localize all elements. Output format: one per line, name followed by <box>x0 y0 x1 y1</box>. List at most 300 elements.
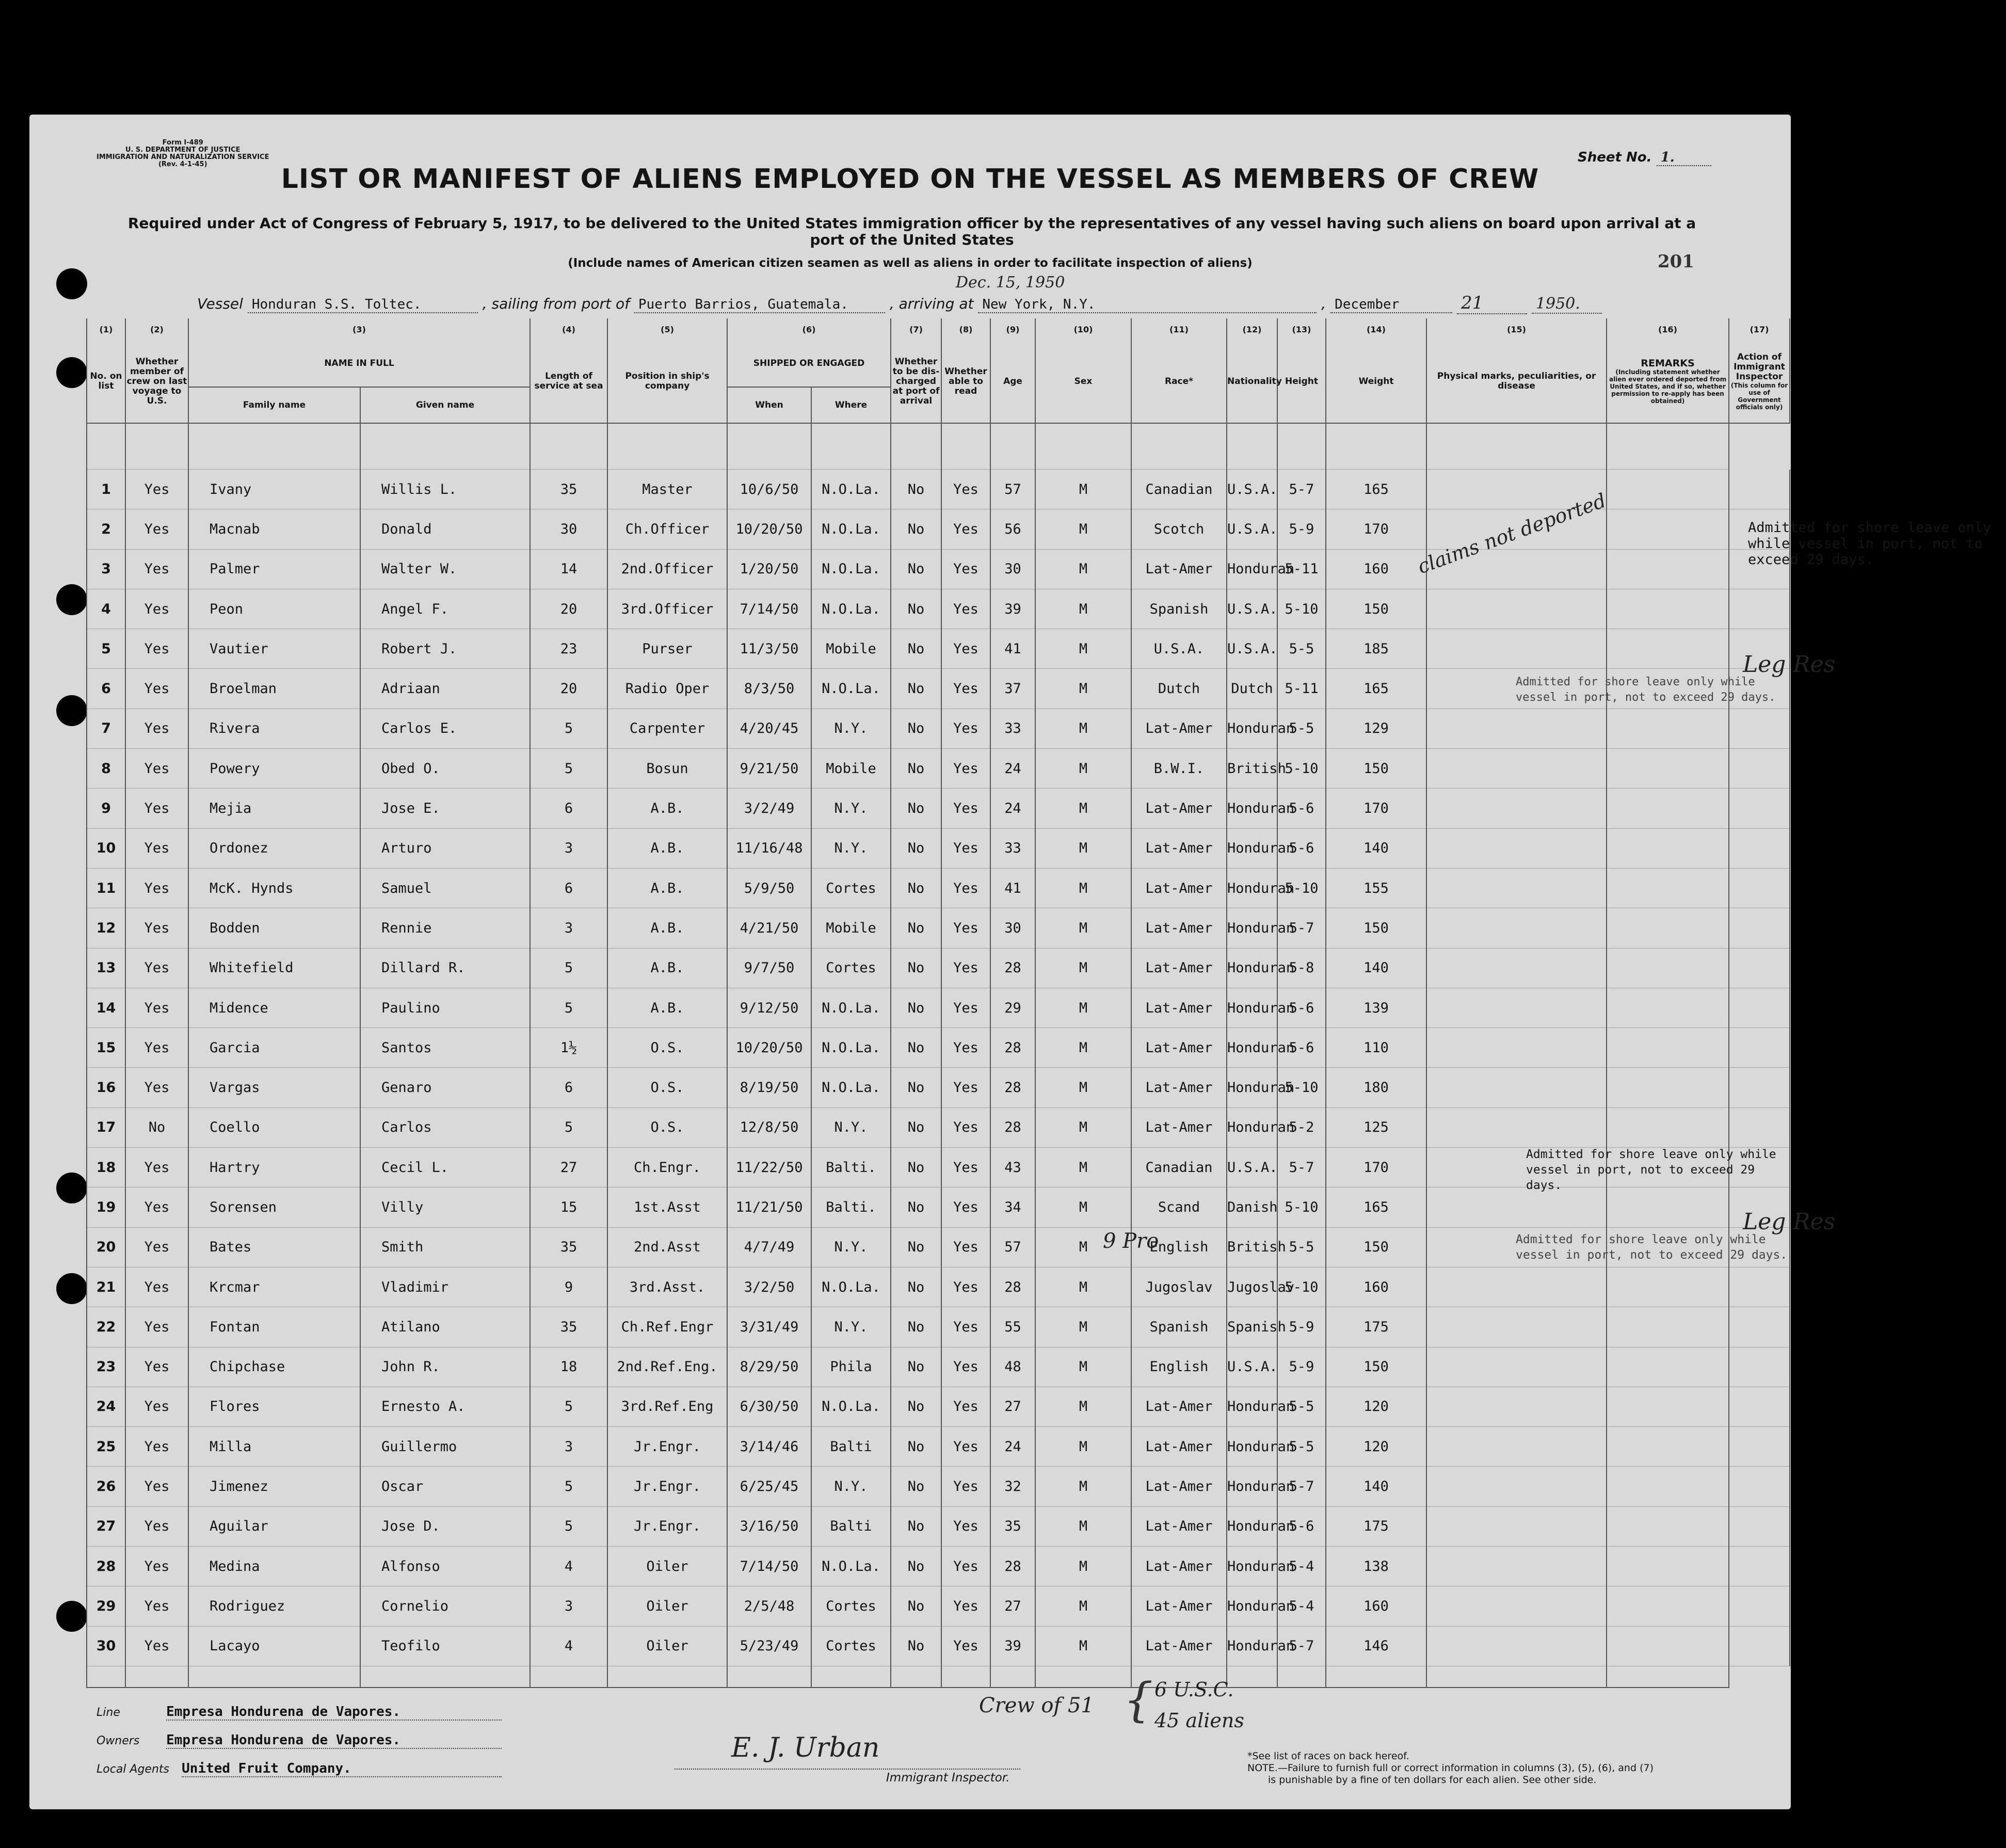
cell-race: English <box>1131 1227 1227 1267</box>
header-race: Race* <box>1131 340 1227 423</box>
cell-age: 28 <box>990 1107 1035 1147</box>
cell-remarks <box>1607 1467 1729 1506</box>
cell-physical-marks <box>1426 828 1607 868</box>
cell-position: O.S. <box>607 1068 727 1107</box>
header-shipped-engaged: SHIPPED OR ENGAGED <box>727 340 891 387</box>
cell-shipped-where: Mobile <box>811 908 891 948</box>
cell-able-to-read: Yes <box>941 908 990 948</box>
cell-family-name: Rodriguez <box>188 1586 360 1626</box>
cell-shipped-where: N.O.La. <box>811 1387 891 1426</box>
header-inspector-action: Action of Immigrant Inspector (This column for use of Government officials only) <box>1729 340 1790 423</box>
cell-height: 5-7 <box>1277 908 1326 948</box>
cell-given-name: Donald <box>360 509 530 549</box>
cell-remarks <box>1607 1068 1729 1107</box>
cell-height: 5-7 <box>1277 470 1326 509</box>
cell-able-to-read: Yes <box>941 749 990 789</box>
cell-physical-marks <box>1426 1307 1607 1347</box>
cell-length-of-service: 5 <box>530 988 607 1027</box>
table-row <box>87 988 1790 1027</box>
cell-height: 5-6 <box>1277 1506 1326 1546</box>
cell-sex: M <box>1035 1187 1131 1227</box>
cell-family-name: Ivany <box>188 470 360 509</box>
cell-shipped-where: N.Y. <box>811 789 891 828</box>
cell-last-voyage: Yes <box>125 1267 188 1307</box>
cell-remarks <box>1607 1547 1729 1586</box>
cell-nationality: Honduran <box>1227 549 1277 589</box>
cell-position: Bosun <box>607 749 727 789</box>
cell-race: Lat-Amer <box>1131 1107 1227 1147</box>
cell-able-to-read: Yes <box>941 789 990 828</box>
cell-inspector-action <box>1729 1626 1790 1666</box>
cell-shipped-when: 8/29/50 <box>727 1347 811 1387</box>
cell-sex: M <box>1035 1626 1131 1666</box>
cell-nationality: Honduran <box>1227 1506 1277 1546</box>
cell-race: Spanish <box>1131 589 1227 629</box>
cell-height: 5-9 <box>1277 1347 1326 1387</box>
cell-length-of-service: 4 <box>530 1547 607 1586</box>
cell-inspector-action <box>1729 1307 1790 1347</box>
cell-age: 37 <box>990 669 1035 709</box>
cell-physical-marks <box>1426 1427 1607 1467</box>
cell-sex: M <box>1035 1506 1131 1546</box>
cell-discharged: No <box>891 1187 941 1227</box>
cell-last-voyage: Yes <box>125 1586 188 1626</box>
cell-race: Canadian <box>1131 1148 1227 1187</box>
cell-family-name: Jimenez <box>188 1467 360 1506</box>
cell-given-name: Guillermo <box>360 1427 530 1467</box>
cell-weight: 160 <box>1326 1267 1426 1307</box>
cell-physical-marks <box>1426 589 1607 629</box>
cell-height: 5-10 <box>1277 589 1326 629</box>
cell-inspector-action <box>1729 988 1790 1027</box>
cell-sex: M <box>1035 749 1131 789</box>
cell-height: 5-5 <box>1277 1427 1326 1467</box>
cell-shipped-where: Phila <box>811 1347 891 1387</box>
cell-age: 24 <box>990 789 1035 828</box>
cell-length-of-service: 14 <box>530 549 607 589</box>
sheet-number: Sheet No. 1. <box>1578 150 1711 166</box>
cell-remarks <box>1607 988 1729 1027</box>
cell-nationality: Honduran <box>1227 789 1277 828</box>
cell-sex: M <box>1035 1068 1131 1107</box>
cell-sex: M <box>1035 589 1131 629</box>
header-where: Where <box>811 387 891 423</box>
cell-given-name: Angel F. <box>360 589 530 629</box>
cell-shipped-when: 10/20/50 <box>727 509 811 549</box>
cell-discharged: No <box>891 868 941 908</box>
cell-given-name: Alfonso <box>360 1547 530 1586</box>
cell-nationality: Honduran <box>1227 1028 1277 1068</box>
cell-shipped-where: N.O.La. <box>811 589 891 629</box>
form-identifier: Form I-489 U. S. DEPARTMENT OF JUSTICE IMMIGRATION AND NATURALIZATION SERVICE (Rev. 4-1-45) <box>97 139 269 168</box>
cell-weight: 120 <box>1326 1387 1426 1426</box>
cell-last-voyage: Yes <box>125 908 188 948</box>
cell-discharged: No <box>891 1347 941 1387</box>
cell-nationality: U.S.A. <box>1227 1148 1277 1187</box>
cell-discharged: No <box>891 709 941 748</box>
cell-inspector-action <box>1729 828 1790 868</box>
cell-family-name: Lacayo <box>188 1626 360 1666</box>
cell-position: Ch.Engr. <box>607 1148 727 1187</box>
cell-sex: M <box>1035 948 1131 988</box>
cell-family-name: Milla <box>188 1427 360 1467</box>
cell-race: Lat-Amer <box>1131 1586 1227 1626</box>
cell-shipped-when: 11/22/50 <box>727 1148 811 1187</box>
cell-height: 5-10 <box>1277 749 1326 789</box>
cell-discharged: No <box>891 669 941 709</box>
cell-position: Master <box>607 470 727 509</box>
cell-physical-marks <box>1426 1068 1607 1107</box>
cell-last-voyage: Yes <box>125 1626 188 1666</box>
cell-family-name: Broelman <box>188 669 360 709</box>
cell-family-name: Sorensen <box>188 1187 360 1227</box>
cell-list-number: 23 <box>87 1347 125 1387</box>
cell-list-number: 11 <box>87 868 125 908</box>
cell-shipped-where: N.O.La. <box>811 1547 891 1586</box>
cell-shipped-when: 7/14/50 <box>727 589 811 629</box>
cell-shipped-when: 3/31/49 <box>727 1307 811 1347</box>
cell-family-name: Flores <box>188 1387 360 1426</box>
cell-remarks <box>1607 470 1729 509</box>
cell-physical-marks <box>1426 1107 1607 1147</box>
footer-owners: Owners Empresa Hondurena de Vapores. <box>97 1732 502 1749</box>
cell-able-to-read: Yes <box>941 1626 990 1666</box>
cell-position: A.B. <box>607 988 727 1027</box>
cell-shipped-when: 11/3/50 <box>727 629 811 669</box>
cell-position: Oiler <box>607 1586 727 1626</box>
cell-given-name: Robert J. <box>360 629 530 669</box>
cell-height: 5-6 <box>1277 1028 1326 1068</box>
cell-sex: M <box>1035 629 1131 669</box>
cell-height: 5-11 <box>1277 549 1326 589</box>
cell-discharged: No <box>891 1387 941 1426</box>
table-row <box>87 948 1790 988</box>
cell-age: 28 <box>990 1267 1035 1307</box>
cell-length-of-service: 5 <box>530 948 607 988</box>
footer-agents: Local Agents United Fruit Company. <box>97 1761 502 1777</box>
cell-length-of-service: 5 <box>530 1467 607 1506</box>
cell-list-number: 17 <box>87 1107 125 1147</box>
cell-shipped-when: 7/14/50 <box>727 1547 811 1586</box>
cell-physical-marks <box>1426 908 1607 948</box>
cell-position: 2nd.Asst <box>607 1227 727 1267</box>
cell-length-of-service: 23 <box>530 629 607 669</box>
cell-shipped-where: N.Y. <box>811 1227 891 1267</box>
cell-list-number: 3 <box>87 549 125 589</box>
cell-age: 24 <box>990 1427 1035 1467</box>
cell-shipped-where: N.O.La. <box>811 1267 891 1307</box>
cell-able-to-read: Yes <box>941 1467 990 1506</box>
cell-inspector-action <box>1729 868 1790 908</box>
remark-shore-leave-3: Admitted for shore leave only while vessel in port, not to exceed 29 days. <box>1526 1148 1776 1192</box>
cell-given-name: Carlos E. <box>360 709 530 748</box>
cell-sex: M <box>1035 789 1131 828</box>
cell-given-name: Arturo <box>360 828 530 868</box>
cell-family-name: Fontan <box>188 1307 360 1347</box>
cell-discharged: No <box>891 1107 941 1147</box>
header-last-voyage: Whether member of crew on last voyage to U.S. <box>125 340 188 423</box>
cell-given-name: Genaro <box>360 1068 530 1107</box>
cell-shipped-where: N.O.La. <box>811 988 891 1027</box>
cell-position: 1st.Asst <box>607 1187 727 1227</box>
table-row <box>87 1068 1790 1107</box>
cell-shipped-where: N.O.La. <box>811 1028 891 1068</box>
cell-shipped-where: Cortes <box>811 1586 891 1626</box>
cell-race: Canadian <box>1131 470 1227 509</box>
cell-position: 3rd.Asst. <box>607 1267 727 1307</box>
table-row <box>87 549 1790 589</box>
cell-sex: M <box>1035 1307 1131 1347</box>
crew-usc-note: 6 U.S.C. <box>1154 1678 1234 1701</box>
cell-race: Lat-Amer <box>1131 1506 1227 1546</box>
cell-shipped-when: 4/21/50 <box>727 908 811 948</box>
table-row <box>87 1307 1790 1347</box>
cell-nationality: Honduran <box>1227 988 1277 1027</box>
table-row <box>87 1547 1790 1586</box>
cell-race: Lat-Amer <box>1131 868 1227 908</box>
cell-shipped-when: 4/7/49 <box>727 1227 811 1267</box>
cell-length-of-service: 20 <box>530 589 607 629</box>
header-position: Position in ship's company <box>607 340 727 423</box>
cell-list-number: 28 <box>87 1547 125 1586</box>
cell-last-voyage: Yes <box>125 948 188 988</box>
cell-position: Oiler <box>607 1626 727 1666</box>
cell-discharged: No <box>891 1547 941 1586</box>
cell-shipped-when: 3/14/46 <box>727 1427 811 1467</box>
cell-last-voyage: Yes <box>125 1467 188 1506</box>
cell-weight: 150 <box>1326 749 1426 789</box>
cell-sex: M <box>1035 1387 1131 1426</box>
cell-sex: M <box>1035 1467 1131 1506</box>
cell-height: 5-10 <box>1277 1068 1326 1107</box>
sail-date: Dec. 15, 1950 <box>956 274 1065 292</box>
cell-age: 55 <box>990 1307 1035 1347</box>
cell-shipped-where: N.Y. <box>811 1467 891 1506</box>
cell-able-to-read: Yes <box>941 589 990 629</box>
cell-age: 43 <box>990 1148 1035 1187</box>
cell-height: 5-4 <box>1277 1547 1326 1586</box>
cell-race: Lat-Amer <box>1131 948 1227 988</box>
cell-family-name: Krcmar <box>188 1267 360 1307</box>
cell-position: A.B. <box>607 948 727 988</box>
table-row <box>87 1467 1790 1506</box>
cell-shipped-where: N.Y. <box>811 709 891 748</box>
arrival-port: New York, N.Y. <box>978 297 1317 313</box>
cell-length-of-service: 4 <box>530 1626 607 1666</box>
cell-height: 5-6 <box>1277 789 1326 828</box>
cell-nationality: Honduran <box>1227 1586 1277 1626</box>
header-remarks: REMARKS (Including statement whether alien ever ordered deported from United States, and if so, whether permission to re-apply has been obtained) <box>1607 340 1729 423</box>
cell-length-of-service: 5 <box>530 709 607 748</box>
cell-family-name: Bates <box>188 1227 360 1267</box>
cell-inspector-action <box>1729 1107 1790 1147</box>
cell-weight: 139 <box>1326 988 1426 1027</box>
cell-sex: M <box>1035 1347 1131 1387</box>
cell-sex: M <box>1035 1227 1131 1267</box>
cell-able-to-read: Yes <box>941 1068 990 1107</box>
cell-race: Lat-Amer <box>1131 908 1227 948</box>
cell-discharged: No <box>891 1227 941 1267</box>
cell-shipped-where: N.Y. <box>811 1307 891 1347</box>
cell-shipped-when: 10/20/50 <box>727 1028 811 1068</box>
punch-hole <box>56 357 87 388</box>
cell-inspector-action <box>1729 470 1790 509</box>
cell-last-voyage: Yes <box>125 1547 188 1586</box>
cell-weight: 150 <box>1326 908 1426 948</box>
cell-shipped-where: N.O.La. <box>811 509 891 549</box>
cell-position: 2nd.Ref.Eng. <box>607 1347 727 1387</box>
cell-race: Spanish <box>1131 1307 1227 1347</box>
cell-last-voyage: Yes <box>125 709 188 748</box>
crew-count-note: Crew of 51 <box>979 1694 1094 1717</box>
table-row <box>87 908 1790 948</box>
cell-discharged: No <box>891 589 941 629</box>
cell-age: 57 <box>990 1227 1035 1267</box>
cell-discharged: No <box>891 629 941 669</box>
cell-list-number: 25 <box>87 1427 125 1467</box>
cell-height: 5-11 <box>1277 669 1326 709</box>
cell-family-name: Rivera <box>188 709 360 748</box>
cell-given-name: Villy <box>360 1187 530 1227</box>
cell-weight: 185 <box>1326 629 1426 669</box>
cell-shipped-where: N.Y. <box>811 828 891 868</box>
cell-position: Purser <box>607 629 727 669</box>
cell-discharged: No <box>891 1068 941 1107</box>
cell-list-number: 30 <box>87 1626 125 1666</box>
cell-length-of-service: 1½ <box>530 1028 607 1068</box>
cell-physical-marks <box>1426 1028 1607 1068</box>
cell-last-voyage: Yes <box>125 1387 188 1426</box>
cell-weight: 140 <box>1326 948 1426 988</box>
cell-list-number: 19 <box>87 1187 125 1227</box>
cell-list-number: 10 <box>87 828 125 868</box>
cell-shipped-where: Cortes <box>811 868 891 908</box>
cell-inspector-action <box>1729 789 1790 828</box>
cell-race: Scand <box>1131 1187 1227 1227</box>
cell-race: Lat-Amer <box>1131 789 1227 828</box>
cell-given-name: Jose E. <box>360 789 530 828</box>
cell-discharged: No <box>891 1586 941 1626</box>
crew-aliens-note: 45 aliens <box>1154 1709 1244 1732</box>
cell-inspector-action <box>1729 1506 1790 1546</box>
cell-weight: 146 <box>1326 1626 1426 1666</box>
cell-last-voyage: Yes <box>125 470 188 509</box>
cell-length-of-service: 35 <box>530 1227 607 1267</box>
cell-list-number: 24 <box>87 1387 125 1426</box>
cell-able-to-read: Yes <box>941 1586 990 1626</box>
cell-physical-marks <box>1426 1547 1607 1586</box>
cell-discharged: No <box>891 549 941 589</box>
cell-discharged: No <box>891 789 941 828</box>
cell-remarks <box>1607 828 1729 868</box>
header-name-in-full: NAME IN FULL <box>188 340 530 387</box>
cell-inspector-action <box>1729 1068 1790 1107</box>
cell-physical-marks <box>1426 948 1607 988</box>
table-row <box>87 1347 1790 1387</box>
cell-remarks <box>1607 1347 1729 1387</box>
cell-physical-marks <box>1426 749 1607 789</box>
cell-race: Jugoslav <box>1131 1267 1227 1307</box>
table-row <box>87 589 1790 629</box>
cell-family-name: Vargas <box>188 1068 360 1107</box>
punch-hole <box>56 1172 87 1203</box>
cell-list-number: 8 <box>87 749 125 789</box>
cell-sex: M <box>1035 1547 1131 1586</box>
cell-family-name: Midence <box>188 988 360 1027</box>
cell-remarks <box>1607 908 1729 948</box>
cell-shipped-where: Cortes <box>811 948 891 988</box>
punch-hole <box>56 1273 87 1304</box>
cell-age: 28 <box>990 1028 1035 1068</box>
header-no-on-list: No. on list <box>87 340 125 423</box>
cell-family-name: Chipchase <box>188 1347 360 1387</box>
cell-length-of-service: 15 <box>530 1187 607 1227</box>
cell-age: 57 <box>990 470 1035 509</box>
cell-able-to-read: Yes <box>941 1107 990 1147</box>
cell-able-to-read: Yes <box>941 1307 990 1347</box>
cell-inspector-action <box>1729 749 1790 789</box>
document-title: LIST OR MANIFEST OF ALIENS EMPLOYED ON THE VESSEL AS MEMBERS OF CREW <box>281 164 1539 195</box>
cell-list-number: 20 <box>87 1227 125 1267</box>
table-row <box>87 1626 1790 1666</box>
cell-shipped-where: Mobile <box>811 749 891 789</box>
cell-able-to-read: Yes <box>941 868 990 908</box>
cell-inspector-action <box>1729 1586 1790 1626</box>
cell-remarks <box>1607 868 1729 908</box>
cell-age: 39 <box>990 589 1035 629</box>
cell-list-number: 18 <box>87 1148 125 1187</box>
table-row <box>87 1028 1790 1068</box>
cell-list-number: 2 <box>87 509 125 549</box>
cell-race: Lat-Amer <box>1131 1028 1227 1068</box>
cell-age: 30 <box>990 908 1035 948</box>
cell-length-of-service: 30 <box>530 509 607 549</box>
crew-manifest-table: (1) (2) (3) (4) (5) (6) (7) (8) (9) (10) (11) (12) (13) (14) (15) (16) (17) No. on list Whether member of crew on last voyage to U.S. NAME IN FULL Length of service at sea Position in ship's company SHIPPED OR ENGAGED Whether to be dis-charged at port of arrival Whether able to read Age Sex Race* Nationality Height Weight Physical marks, peculiarities, or disease REMARKS (Including statement whether alien ever ordered deported from United States, and if so, whether permission to re-apply has been obtained) Action of Immigrant Inspector (This column for use of Government officials only) Family name Given name When Where 1 Yes Ivany Willis L. 35 Master 10/6/50 N.O.La. No Yes 57 M Canadian U.S.A. 5-7 165 2 Yes Macnab Donald 30 Ch.Officer 10/20/50 N.O.La. No Yes 56 M Scotch U.S.A. 5-9 170 3 Yes Palmer Walter W. 14 2nd.Officer 1/20/50 N.O.La. No Yes 30 M Lat-Amer Honduran 5-11 160 4 Yes Peon Angel F. 20 3rd.Officer 7/14/50 N.O.La. No Yes 39 M Spanish U.S.A. 5-10 150 5 Yes Vautier Robert J. 23 Purser 11/3/50 Mobile No Yes 41 M U.S.A. U.S.A. 5-5 185 6 Yes Broelman Adriaan 20 Radio Oper 8/3/50 N.O.La. No Yes 37 M Dutch Dutch 5-11 165 7 Yes Rivera Carlos E. 5 Carpenter 4/20/45 N.Y. No Yes 33 M Lat-Amer Honduran 5-5 129 8 Yes Powery Obed O. 5 Bosun 9/21/50 Mobile No Yes 24 M B.W.I. British 5-10 150 9 Yes Mejia Jose E. 6 A.B. 3/2/49 N.Y. No Yes 24 M Lat-Amer Honduran 5-6 170 10 Yes Ordonez Arturo 3 A.B. 11/16/48 N.Y. No Yes 33 M Lat-Amer Honduran 5-6 140 11 Yes McK. Hynds Samuel 6 A.B. 5/9/50 Cortes No Yes 41 M Lat-Amer Honduran 5-10 155 12 Yes Bodden Rennie 3 A.B. 4/21/50 Mobile No Yes 30 M Lat-Amer Honduran 5-7 150 13 Yes Whitefield Dillard R. 5 A.B. 9/7/50 Cortes No Yes 28 M Lat-Amer Honduran 5-8 140 14 Yes Midence Paulino 5 A.B. 9/12/50 N.O.La. No Yes 29 M Lat-Amer Honduran 5-6 139 15 Yes Garcia Santos 1½ O.S. 10/20/50 N.O.La. No Yes 28 M Lat-Amer Honduran 5-6 110 16 Yes Vargas Genaro 6 O.S. 8/19/50 N.O.La. No Yes 28 M Lat-Amer Honduran 5-10 180 17 No Coello Carlos 5 O.S. 12/8/50 N.Y. No Yes 28 M Lat-Amer Honduran 5-2 125 18 Yes Hartry Cecil L. 27 Ch.Engr. 11/22/50 Balti. No Yes 43 M Canadian U.S.A. 5-7 170 19 Yes Sorensen Villy 15 1st.Asst 11/21/50 Balti. No Yes 34 M Scand Danish 5-10 165 20 Yes Bates Smith 35 2nd.Asst 4/7/49 N.Y. No Yes 57 M English British 5-5 150 21 Yes Krcmar Vladimir 9 3rd.Asst. 3/2/50 N.O.La. No Yes 28 M Jugoslav Jugoslav 5-10 160 22 Yes Fontan Atilano 35 Ch.Ref.Engr 3/31/49 N.Y. No Yes 55 M Spanish Spanish 5-9 175 23 Yes Chipchase John R. 18 2nd.Ref.Eng. 8/29/50 Phila No Yes 48 M English U.S.A. 5-9 150 24 Yes Flores Ernesto A. 5 3rd.Ref.Eng 6/30/50 N.O.La. No Yes 27 M Lat-Amer Honduran 5-5 120 25 Yes Milla Guillermo 3 Jr.Engr. 3/14/46 Balti No Yes 24 M Lat-Amer Honduran 5-5 120 26 Yes Jimenez Oscar 5 Jr.Engr. 6/25/45 N.Y. No Yes 32 M Lat-Amer Honduran 5-7 140 27 Yes Aguilar Jose D. 5 Jr.Engr. 3/16/50 Balti No Yes 35 M Lat-Amer Honduran 5-6 175 28 Yes Medina Alfonso 4 Oiler 7/14/50 N.O.La. No Yes 28 M Lat-Amer Honduran 5-4 138 29 Yes Rodriguez Cornelio 3 Oiler 2/5/48 Cortes No Yes 27 M Lat-Amer Honduran 5-4 160 30 Yes Lacayo Teofilo 4 Oiler 5/23/49 Cortes No Yes 39 M Lat-Amer Honduran 5-7 146 <box>86 318 1790 1688</box>
cell-remarks <box>1607 1187 1729 1227</box>
cell-last-voyage: Yes <box>125 1187 188 1227</box>
cell-nationality: Dutch <box>1227 669 1277 709</box>
cell-able-to-read: Yes <box>941 470 990 509</box>
inspector-label: Immigrant Inspector. <box>886 1771 1010 1785</box>
cell-given-name: Adriaan <box>360 669 530 709</box>
cell-shipped-when: 11/16/48 <box>727 828 811 868</box>
cell-race: Lat-Amer <box>1131 549 1227 589</box>
crew-rows <box>87 423 1790 1688</box>
cell-last-voyage: Yes <box>125 868 188 908</box>
cell-weight: 160 <box>1326 1586 1426 1626</box>
cell-given-name: Jose D. <box>360 1506 530 1546</box>
cell-age: 39 <box>990 1626 1035 1666</box>
cell-weight: 129 <box>1326 709 1426 748</box>
cell-nationality: Honduran <box>1227 1387 1277 1426</box>
table-row <box>87 1506 1790 1546</box>
cell-last-voyage: Yes <box>125 749 188 789</box>
cell-age: 34 <box>990 1187 1035 1227</box>
cell-physical-marks <box>1426 789 1607 828</box>
cell-last-voyage: Yes <box>125 988 188 1027</box>
cell-height: 5-6 <box>1277 828 1326 868</box>
cell-nationality: Honduran <box>1227 948 1277 988</box>
cell-shipped-when: 3/2/49 <box>727 789 811 828</box>
cell-shipped-when: 6/25/45 <box>727 1467 811 1506</box>
header-given-name: Given name <box>360 387 530 423</box>
cell-list-number: 16 <box>87 1068 125 1107</box>
cell-remarks <box>1607 1427 1729 1467</box>
cell-inspector-action <box>1729 1547 1790 1586</box>
cell-height: 5-2 <box>1277 1107 1326 1147</box>
cell-age: 35 <box>990 1506 1035 1546</box>
cell-last-voyage: No <box>125 1107 188 1147</box>
